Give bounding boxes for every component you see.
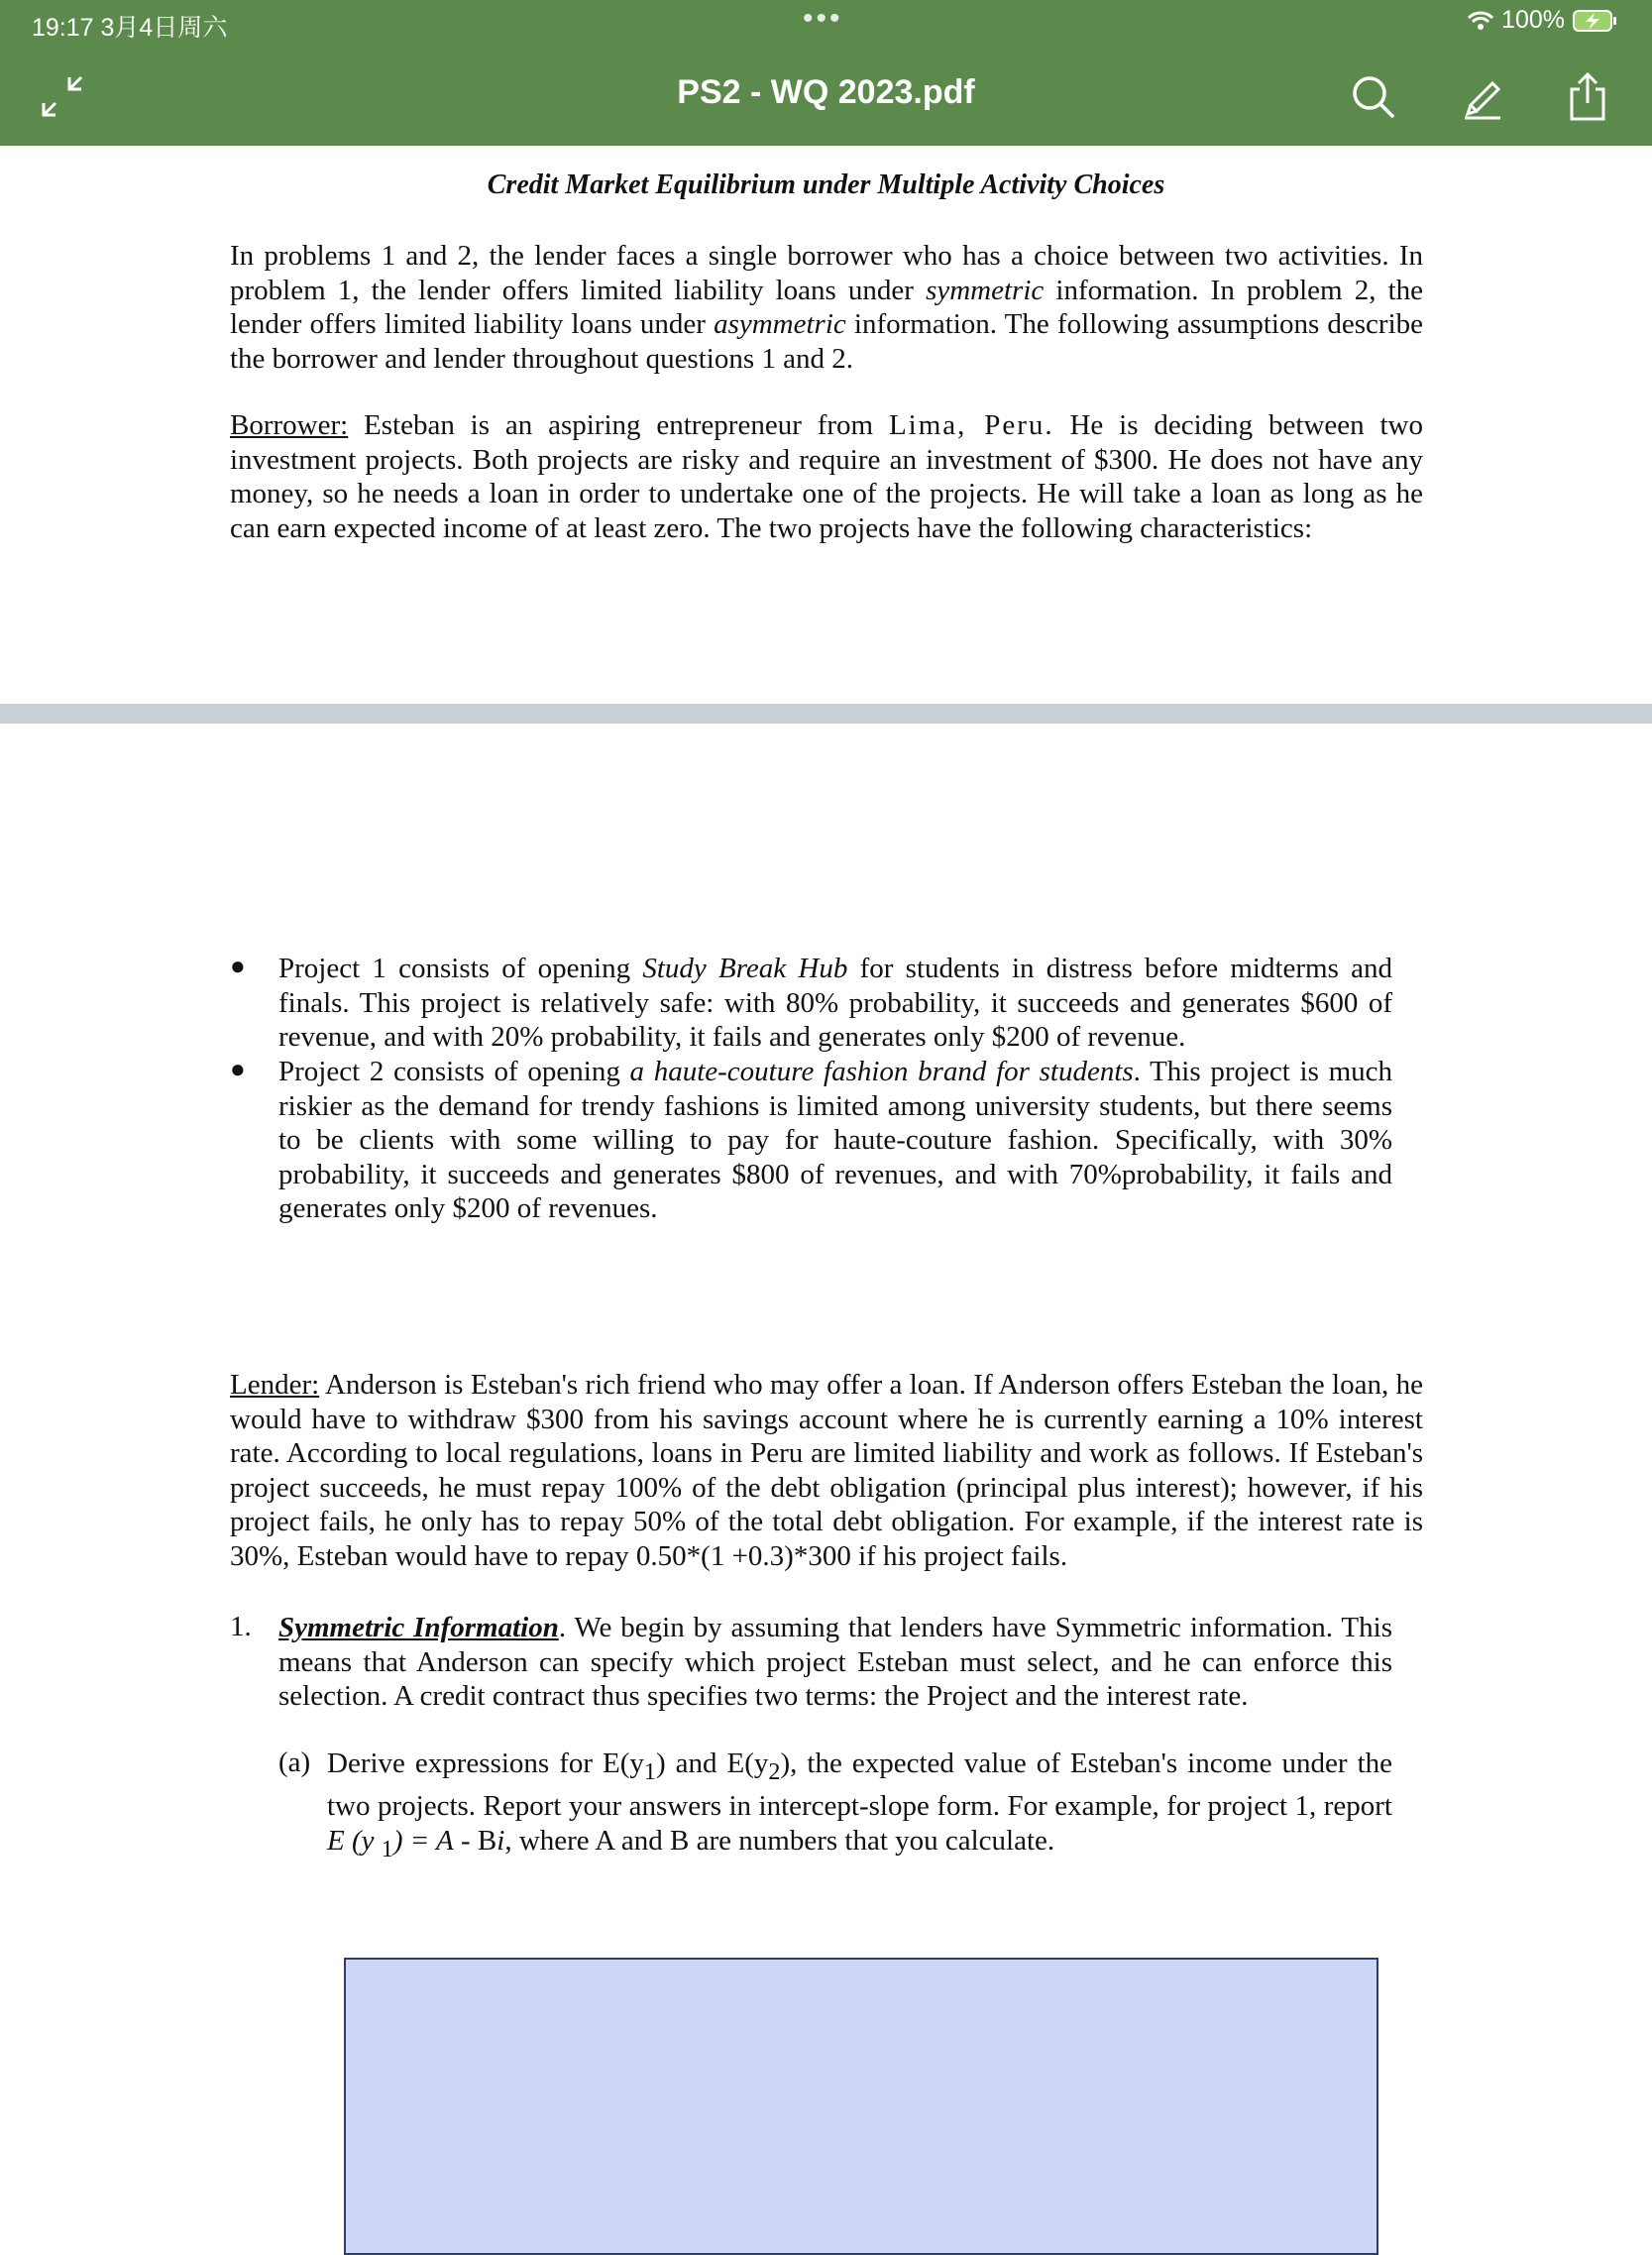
borrower-paragraph: Borrower: Esteban is an aspiring entrepreneur from Lima, Peru. He is deciding between two investment projects. Both projects are risky and require an investment of $300. He does not have any money, so he needs a loan in order to undertake one of the projects. He will take a loan as long as he can earn expected income of at least zero. The two projects have the following characteristics: [230,409,1423,544]
question-1-title: Symmetric Information [278,1612,559,1643]
answer-box[interactable] [344,1958,1378,2255]
question-1-number: 1. [230,1611,252,1642]
battery-percent: 100% [1501,6,1565,34]
lender-paragraph: Lender: Anderson is Esteban's rich friend who may offer a loan. If Anderson offers Esteban the loan, he would have to withdraw $300 from his savings account where he is currently earning a 10% interest rate. According to local regulations, loans in Peru are limited liability and work as follows. If Esteban's project succeeds, he must repay 100% of the debt obligation (principal plus interest); however, if his project fails, he only has to repay 50% of the total debt obligation. For example, if the interest rate is 30%, Esteban would have to repay 0.50*(1 +0.3)*300 if his project fails. [230,1369,1423,1572]
multitasking-dots[interactable]: ••• [803,2,843,35]
bullet-icon: ● [230,1055,246,1083]
intro-paragraph: In problems 1 and 2, the lender faces a single borrower who has a choice between two activities. In problem 1, the lender offers limited liability loans under symmetric information. In problem 2, the lender offers limited liability loans under asymmetric information. The following assumptions describe the borrower and lender throughout questions 1 and 2. [230,240,1424,375]
project-2-item: Project 2 consists of opening a haute-couture fashion brand for students. This project is much riskier as the demand for trendy fashions is limited among university students, but there seems to be clients with some willing to pay for haute-couture fashion. Specifically, with 30% probability, it succeeds and generates $800 of revenues, and with 70%probability, it fails and generates only $200 of revenues. [278,1056,1393,1224]
project-1-item: Project 1 consists of opening Study Break Hub for students in distress before midterms and finals. This project is relatively safe: with 80% probability, it succeeds and generates $600 of revenue, and with 20% probability, it fails and generates only $200 of revenue. [278,953,1392,1053]
document-heading: Credit Market Equilibrium under Multiple Activity Choices [487,169,1165,200]
status-time-date: 19:17 3月4日周六 [32,14,228,42]
page-separator [0,704,1652,724]
battery-charging-icon [1573,9,1618,33]
status-indicators [1468,6,1618,35]
pdf-page-1 [0,146,1652,704]
pdf-page-2 [0,724,1652,2238]
wifi-icon [1468,11,1493,31]
lender-label: Lender: [230,1369,320,1401]
question-1-text: Symmetric Information. We begin by assuming that lenders have Symmetric information. This means that Anderson can specify which project Esteban must select, and he can enforce this selection. A credit contract thus specifies two terms: the Project and the interest rate. [278,1612,1392,1712]
borrower-label: Borrower: [230,409,349,441]
search-icon [1348,71,1399,123]
share-button[interactable] [1562,71,1613,123]
bullet-icon: ● [230,952,246,980]
top-toolbar [0,0,1652,146]
markup-button[interactable] [1457,71,1508,123]
share-icon [1562,71,1613,123]
question-1a-label: (a) [278,1747,311,1778]
markup-pen-icon [1457,71,1508,123]
search-button[interactable] [1348,71,1399,123]
document-title: PS2 - WQ 2023.pdf [677,73,975,111]
question-1a-text: Derive expressions for $E(y_1)$ and $E(y_2)$, the expected value of Esteban's income under the two projects. Report your answers in intercept-slope form. For example, for project 1, report E (y $_1$) = A - Bi, where A and B are numbers that you calculate. [327,1748,1393,1862]
